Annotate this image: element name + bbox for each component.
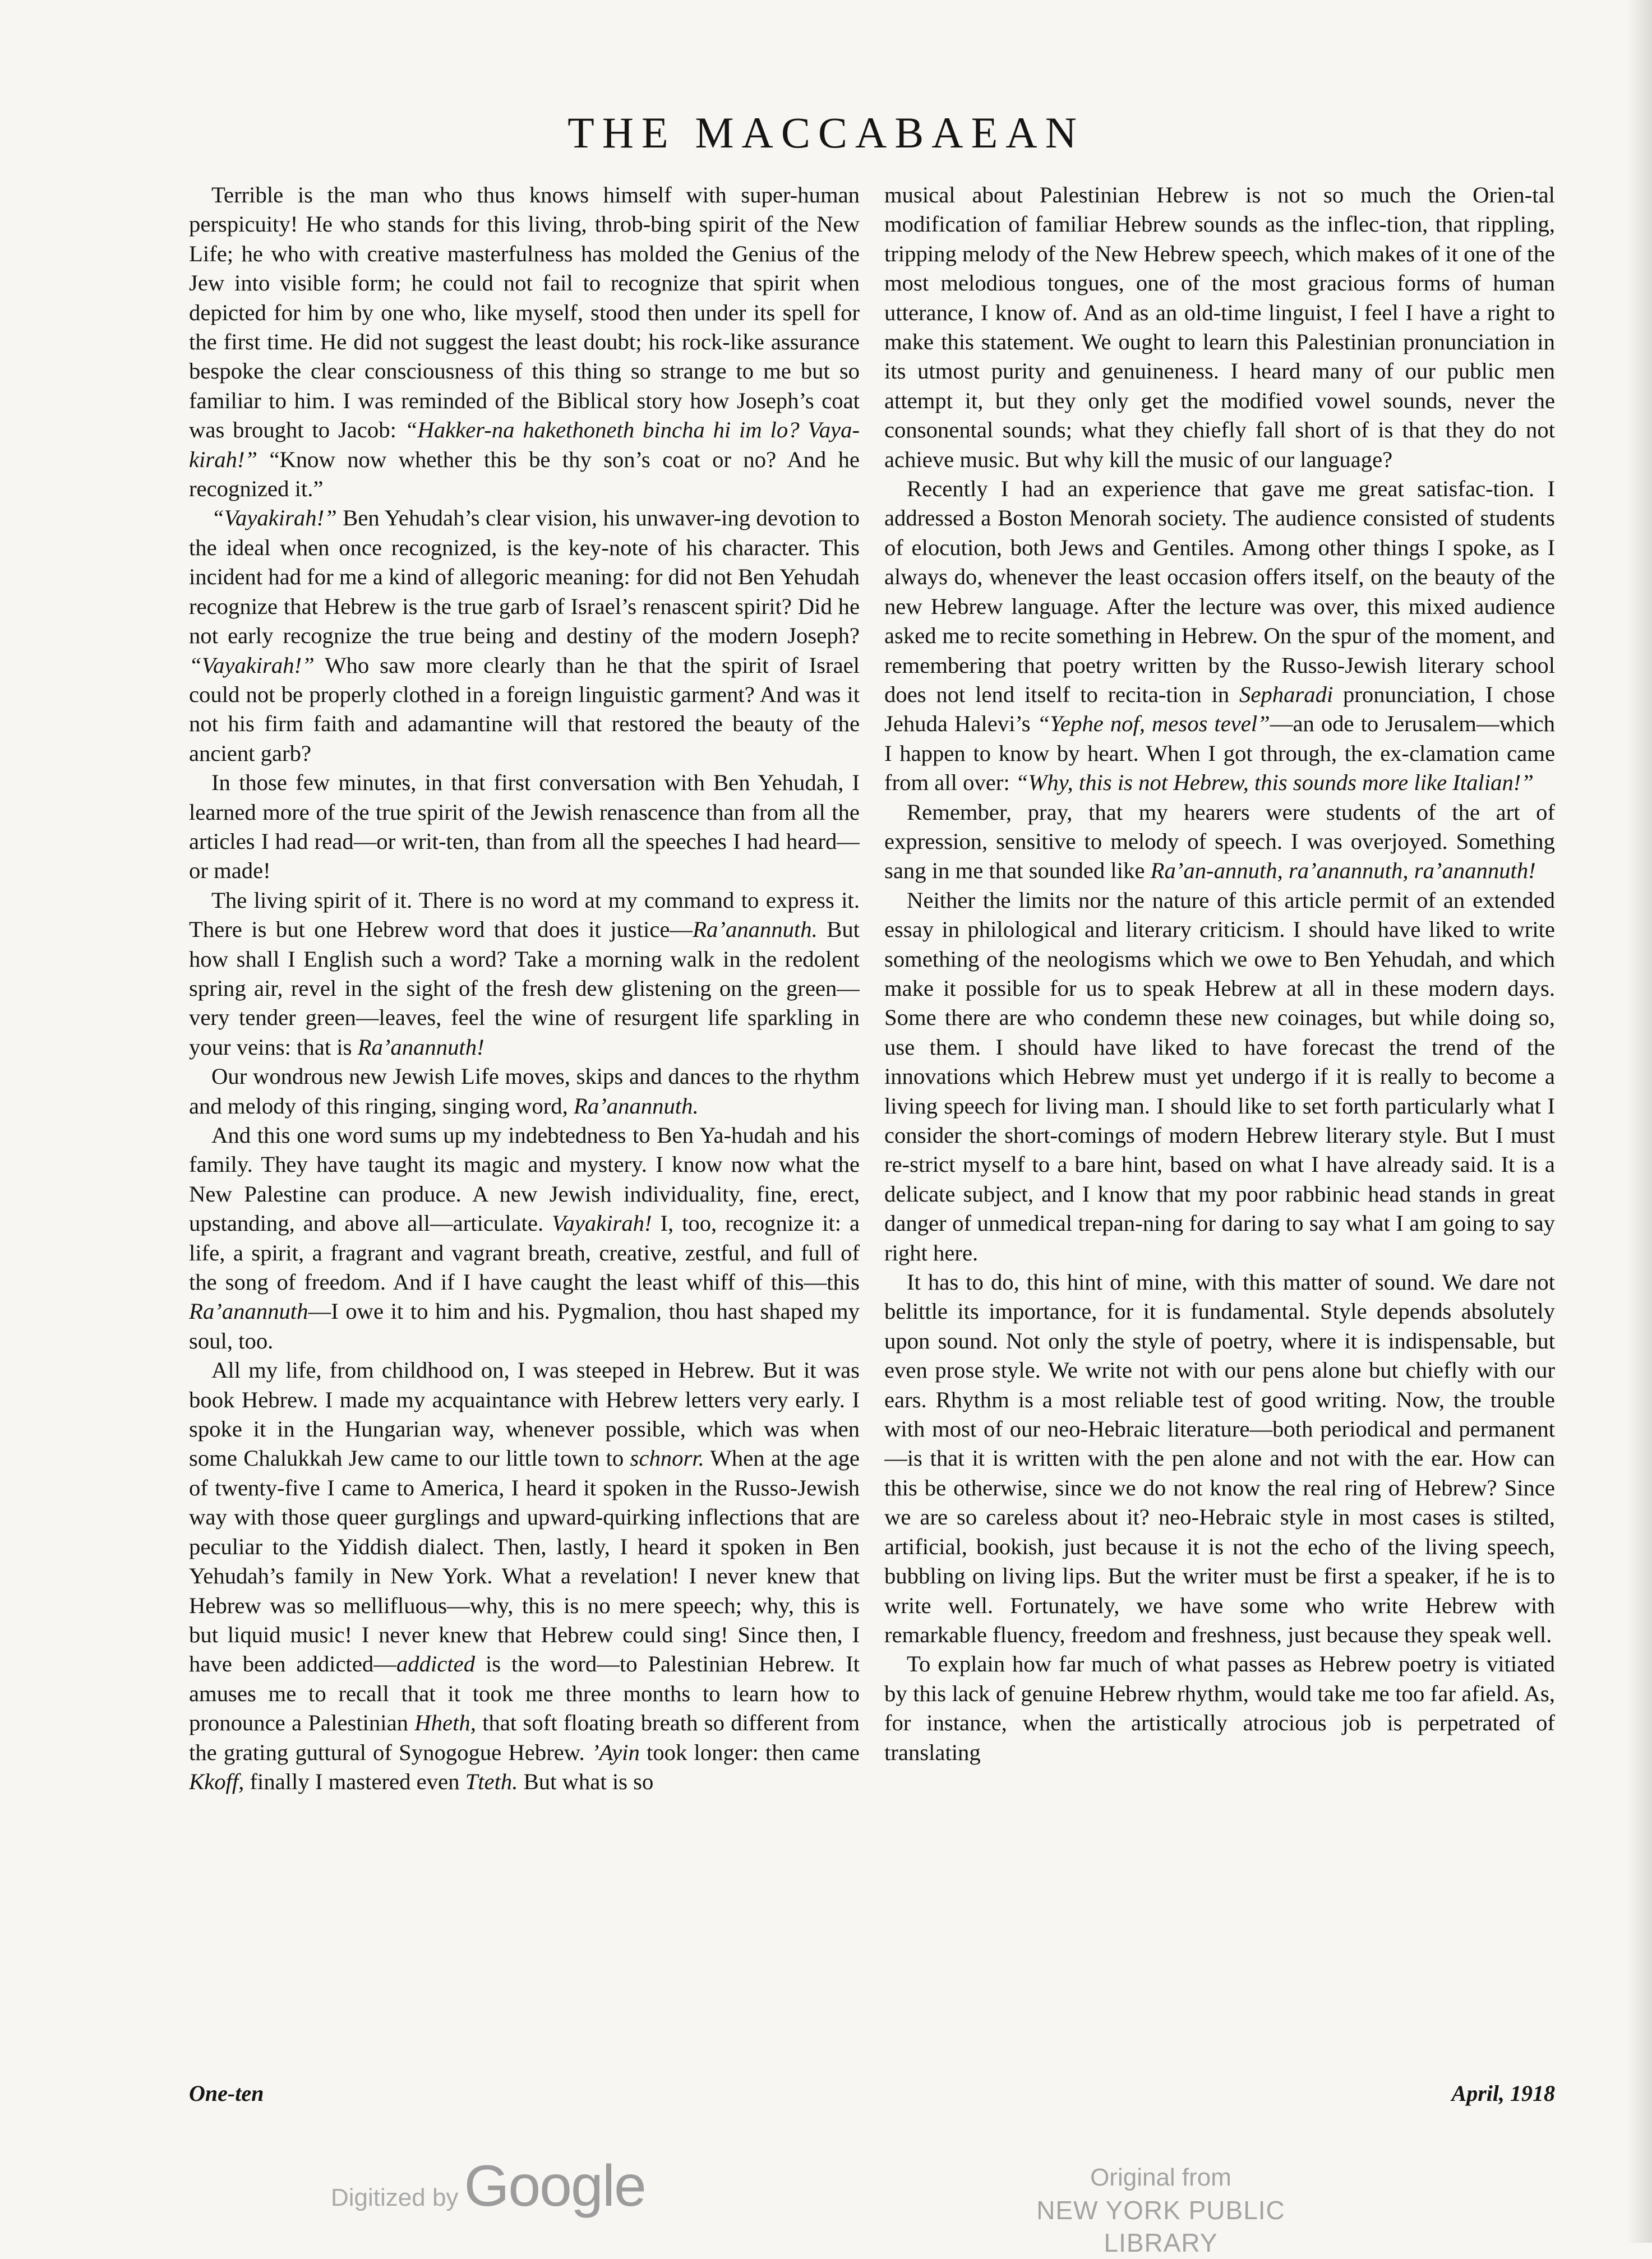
text-column-right (884, 181, 1555, 2064)
google-logo: Google (464, 2154, 645, 2219)
paragraph: And this one word sums up my indebtedness to Ben Ya-hudah and his family. They have taught its magic and mystery. I know now what the New Palestine can produce. A new Jewish individuality, fine, erect, upstanding, and above all—articulate. Vayakirah! I, too, recognize it: a life, a spirit, a fragrant and vagrant breath, creative, zestful, and full of the song of freedom. And if I have caught the least whiff of this—this Ra’anannuth—I owe it to him and his. Pygmalion, thou hast shaped my soul, too. (189, 1122, 860, 1353)
page-edge-shadow (1626, 0, 1652, 2243)
digitized-prefix: Digitized by (331, 2184, 459, 2211)
paragraph: All my life, from childhood on, I was steeped in Hebrew. But it was book Hebrew. I made my acquaintance with Hebrew letters very early. I spoke it in the Hungarian way, whenever possible, which was when some Chalukkah Jew came to our little town to schnorr. When at the age of twenty-five I came to America, I heard it spoken in the Russo-Jewish way with those queer gurglings and upward-quirking inflections that are peculiar to the Yiddish dialect. Then, lastly, I heard it spoken in Ben Yehudah’s family in New York. What a revelation! I never knew that Hebrew was so mellifluous—why, this is no mere speech; why, this is but liquid music! I never knew that Hebrew could sing! Since then, I have been addicted—addicted is the word—to Palestinian Hebrew. It amuses me to recall that it took me three months to learn how to pronounce a Palestinian Hheth, that soft floating breath so different from the grating guttural of Synogogue Hebrew. ’Ayin took longer: then came Kkoff, finally I mastered even Tteth. But what is so (189, 1357, 860, 1794)
digitized-watermark (331, 2153, 645, 2220)
text-column-left (189, 181, 860, 2064)
page-number: One-ten (189, 2081, 264, 2106)
paragraph: To explain how far much of what passes as Hebrew poetry is vitiated by this lack of genuine Hebrew rhythm, would take me too far afield. As, for instance, when the artistically atrocious job is perpetrated of translating (884, 1651, 1555, 1765)
paragraph: Neither the limits nor the nature of this article permit of an extended essay in philological and literary criticism. I should have liked to write something of the neologisms which we owe to Ben Yehudah, and which make it possible for us to speak Hebrew at all in these modern days. Some there are who condemn these new coinages, but while doing so, use them. I should have liked to have forecast the trend of the innovations which Hebrew must yet undergo if it is really to become a living speech for living man. I should like to set forth particularly what I consider the short-comings of modern Hebrew literary style. But I must re-strict myself to a bare hint, based on what I have already said. It is a delicate subject, and I know that my poor rabbinic head stands in great danger of unmedical trepan-ning for daring to say what I am going to say right here. (884, 887, 1555, 1265)
page-title: THE MACCABAEAN (567, 108, 1085, 157)
paragraph: Terrible is the man who thus knows himself with super-human perspicuity! He who stands for this living, throb-bing spirit of the New Life; he who with creative masterfulness has molded the Genius of the Jew into visible form; he could not fail to recognize that spirit when depicted for him by one who, like myself, stood then under its spell for the first time. He did not suggest the least doubt; his rock-like assurance bespoke the clear consciousness of this thing so strange to me but so familiar to him. I was reminded of the Biblical story how Joseph’s coat was brought to Jacob: “Hakker-na hakethoneth bincha hi im lo? Vaya-kirah!” “Know now whether this be thy son’s coat or no? And he recognized it.” (189, 182, 860, 502)
paragraph: The living spirit of it. There is no word at my command to express it. There is but one Hebrew word that does it justice—Ra’anannuth. But how shall I English such a word? Take a morning walk in the redolent spring air, revel in the sight of the fresh dew glistening on the green—very tender green—leaves, feel the wine of resurgent life sparkling in your veins: that is Ra’anannuth! (189, 887, 860, 1060)
library-watermark (987, 2161, 1335, 2259)
issue-date: April, 1918 (1451, 2081, 1555, 2106)
original-from-label: Original from (1090, 2164, 1231, 2191)
paragraph: “Vayakirah!” Ben Yehudah’s clear vision, his unwaver-ing devotion to the ideal when once recognized, is the key-note of his character. This incident had for me a kind of allegoric meaning: for did not Ben Yehudah recognize that Hebrew is the true garb of Israel’s renascent spirit? Did he not early recognize the true being and destiny of the modern Joseph? “Vayakirah!” Who saw more clearly than he that the spirit of Israel could not be properly clothed in a foreign linguistic garment? And was it not his firm faith and adamantine will that restored the beauty of the ancient garb? (189, 505, 860, 766)
paragraph: In those few minutes, in that first conversation with Ben Yehudah, I learned more of the true spirit of the Jewish renascence than from all the articles I had read—or writ-ten, than from all the speeches I had heard—or made! (189, 770, 860, 884)
paragraph: Our wondrous new Jewish Life moves, skips and dances to the rhythm and melody of this ringing, singing word, Ra’anannuth. (189, 1064, 860, 1119)
paragraph: Remember, pray, that my hearers were students of the art of expression, sensitive to melody of speech. I was overjoyed. Something sang in me that sounded like Ra’an-annuth, ra’anannuth, ra’anannuth! (884, 799, 1555, 884)
paragraph: musical about Palestinian Hebrew is not so much the Orien-tal modification of familiar Hebrew sounds as the inflec-tion, that rippling, tripping melody of the New Hebrew speech, which makes of it one of the most melodious tongues, one of the most gracious forms of human utterance, I know of. And as an old-time linguist, I feel I have a right to make this statement. We ought to learn this Palestinian pronunciation in its utmost purity and genuineness. I heard many of our public men attempt it, but they only get the modified vowel sounds, never the consonental sounds; what they chiefly fall short of is that they do not achieve music. But why kill the music of our language? (884, 182, 1555, 472)
library-name: NEW YORK PUBLIC LIBRARY (1036, 2196, 1285, 2257)
paragraph: It has to do, this hint of mine, with this matter of sound. We dare not belittle its importance, for it is fundamental. Style depends absolutely upon sound. Not only the style of poetry, where it is indispensable, but even prose style. We write not with our pens alone but chiefly with our ears. Rhythm is a most reliable test of good writing. Now, the trouble with most of our neo-Hebraic literature—both periodical and permanent—is that it is written with the pen alone and not with the ear. How can this be otherwise, since we do not know the real ring of Hebrew? Since we are so careless about it? neo-Hebraic style in most cases is stilted, artificial, bookish, just because it is not the echo of the living speech, bubbling on living lips. But the writer must be first a speaker, if he is to write well. Fortunately, we have some who write Hebrew with remarkable fluency, freedom and freshness, just because they speak well. (884, 1269, 1555, 1647)
paragraph: Recently I had an experience that gave me great satisfac-tion. I addressed a Boston Menorah society. The audience consisted of students of elocution, both Jews and Gentiles. Among other things I spoke, as I always do, whenever the least occasion offers itself, on the beauty of the new Hebrew language. After the lecture was over, this mixed audience asked me to recite something in Hebrew. On the spur of the moment, and remembering that poetry written by the Russo-Jewish literary school does not lend itself to recita-tion in Sepharadi pronunciation, I chose Jehuda Halevi’s “Yephe nof, mesos tevel”—an ode to Jerusalem—which I happen to know by heart. When I got through, the ex-clamation came from all over: “Why, this is not Hebrew, this sounds more like Italian!” (884, 476, 1555, 796)
